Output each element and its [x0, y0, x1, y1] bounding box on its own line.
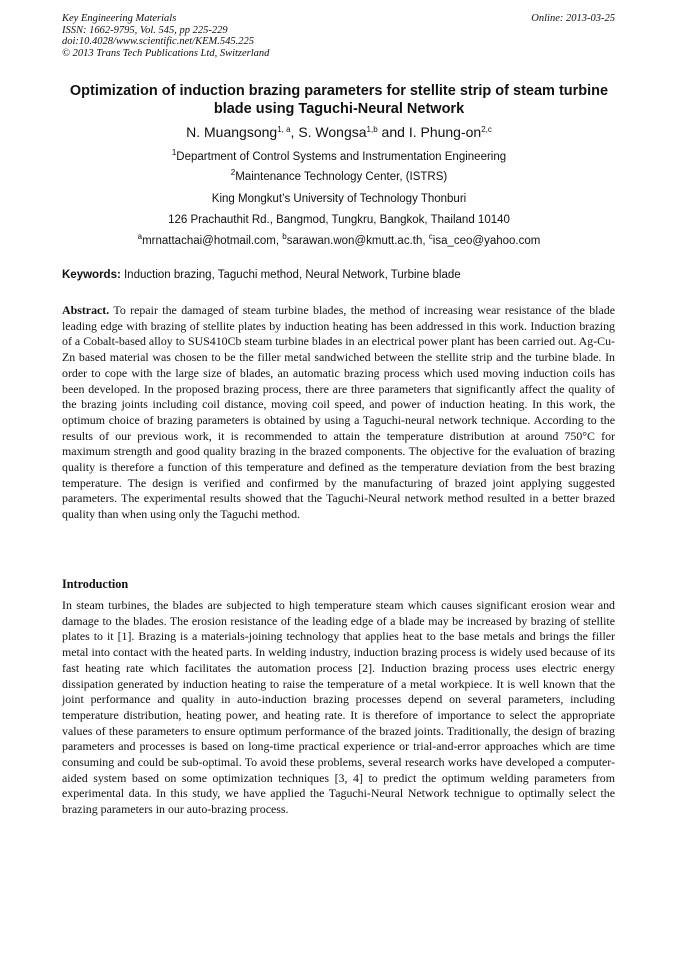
- abstract: [62, 303, 615, 523]
- address: 126 Prachauthit Rd., Bangmod, Tungkru, Bangkok, Thailand 10140: [168, 214, 510, 226]
- author-name: S. Wongsa: [298, 124, 367, 140]
- affil-mark: 1: [171, 148, 177, 157]
- journal-name: Key Engineering Materials: [62, 13, 177, 24]
- author-affil-mark: 1,b: [366, 125, 378, 134]
- affiliation-1: [0, 150, 678, 164]
- university: King Mongkut’s University of Technology Thonburi: [211, 193, 467, 205]
- abstract-text: To repair the damaged of steam turbine blades, the method of increasing wear resistance of the blade leading edge with brazing of stellite plates by induction heating has been addressed in this work. Induction brazing of a Cobalt-based alloy to SUS410Cb steam turbine blades in an electrical power plant has been carried out. Ag-Cu-Zn based material was chosen to be the filler metal sandwiched between the stellite strip and the turbine blade. In order to cope with the large size of blades, an automatic brazing process which used moving induction coils has been developed. In the proposed brazing process, there are three parameters that significantly affect the quality of the brazing joints including coil distance, moving coil speed, and power of induction heating. In this work, the optimum choice of brazing parameters is obtained by using a Taguchi-neural network technique. According to the results of our previous work, it is recommended to attain the temperature distribution at around 750°C for maximum strength and good quality brazing in the brazed components. The objective for the evaluation of brazing quality is therefore a function of this temperature and defined as the temperature deviation from the best brazing temperature. The design is verified and confirmed by the manufacturing of brazed joint applying suggested parameters. The experimental results showed that the Taguchi-Neural network method resulted in a better brazed quality than when using only the Taguchi method.: [62, 303, 615, 522]
- author-line: [0, 123, 678, 141]
- paper-title: Optimization of induction brazing parameters for stellite strip of steam turbine blade using Taguchi-Neural Network: [69, 83, 609, 117]
- email-mark: a: [137, 232, 143, 241]
- keywords: [62, 268, 617, 282]
- doi-line: doi:10.4028/www.scientific.net/KEM.545.225: [62, 36, 254, 47]
- author-name: I. Phung-on: [408, 124, 482, 140]
- email-link[interactable]: mrnattachai@hotmail.com,: [142, 235, 283, 247]
- email-line: [0, 234, 678, 248]
- email-link[interactable]: isa_ceo@yahoo.com: [432, 235, 541, 247]
- author-name: N. Muangsong: [186, 124, 278, 140]
- author-and: and: [377, 124, 409, 140]
- introduction-text: In steam turbines, the blades are subjected to high temperature steam which causes significant erosion wear and damage to the blades. The erosion resistance of the leading edge of a blade may be increased by brazing of stellite plates to it [1]. Brazing is a materials-joining technology that applies heat to the base metals and brings the filler metal into contact with the heated parts. In welding industry, induction brazing process is widely used because of its fast heating rate which facilitates the automation process [2]. Induction brazing process uses electric energy dissipation generated by induction heating to raise the temperature of a metal workpiece. It is well known that the joint performance and quality in auto-induction brazing processes depend on several parameters, including temperature distribution, heating power, and heating rate. It is therefore of importance to select the appropriate values of these parameters to ensure optimum performance of the brazed joints. Traditionally, the design of brazing parameters and processes is based on long-time practical experience or trial-and-error approaches which are time consuming and could be sub-optimal. To avoid these problems, several research works have developed a computer-aided system based on some optimization techniques [3, 4] to predict the optimum welding parameters from experimental data. In this study, we have applied the Taguchi-Neural Network technigue to optimally select the brazing parameters in our auto-brazing process.: [62, 598, 615, 817]
- email-mark: c: [428, 232, 433, 241]
- abstract-label: Abstract.: [62, 303, 110, 317]
- section-heading-introduction: Introduction: [62, 577, 129, 591]
- email-mark: b: [282, 232, 287, 241]
- journal-header: [62, 13, 269, 59]
- email-link[interactable]: sarawan.won@kmutt.ac.th,: [286, 235, 429, 247]
- author-separator: ,: [290, 124, 299, 140]
- keywords-text: Induction brazing, Taguchi method, Neural Network, Turbine blade: [120, 269, 461, 281]
- copyright-line: © 2013 Trans Tech Publications Ltd, Switzerland: [62, 47, 270, 59]
- issn-line: ISSN: 1662-9795, Vol. 545, pp 225-229: [62, 24, 228, 36]
- author-affil-mark: 2,c: [481, 125, 492, 134]
- affil-mark: 2: [230, 168, 236, 177]
- keywords-label: Keywords:: [62, 269, 121, 281]
- affiliation-2: [0, 170, 678, 184]
- online-date: Online: 2013-03-25: [531, 13, 615, 24]
- author-affil-mark: 1, a: [277, 125, 291, 134]
- affil-text: Maintenance Technology Center, (ISTRS): [235, 171, 448, 183]
- affil-text: Department of Control Systems and Instrumentation Engineering: [176, 151, 507, 163]
